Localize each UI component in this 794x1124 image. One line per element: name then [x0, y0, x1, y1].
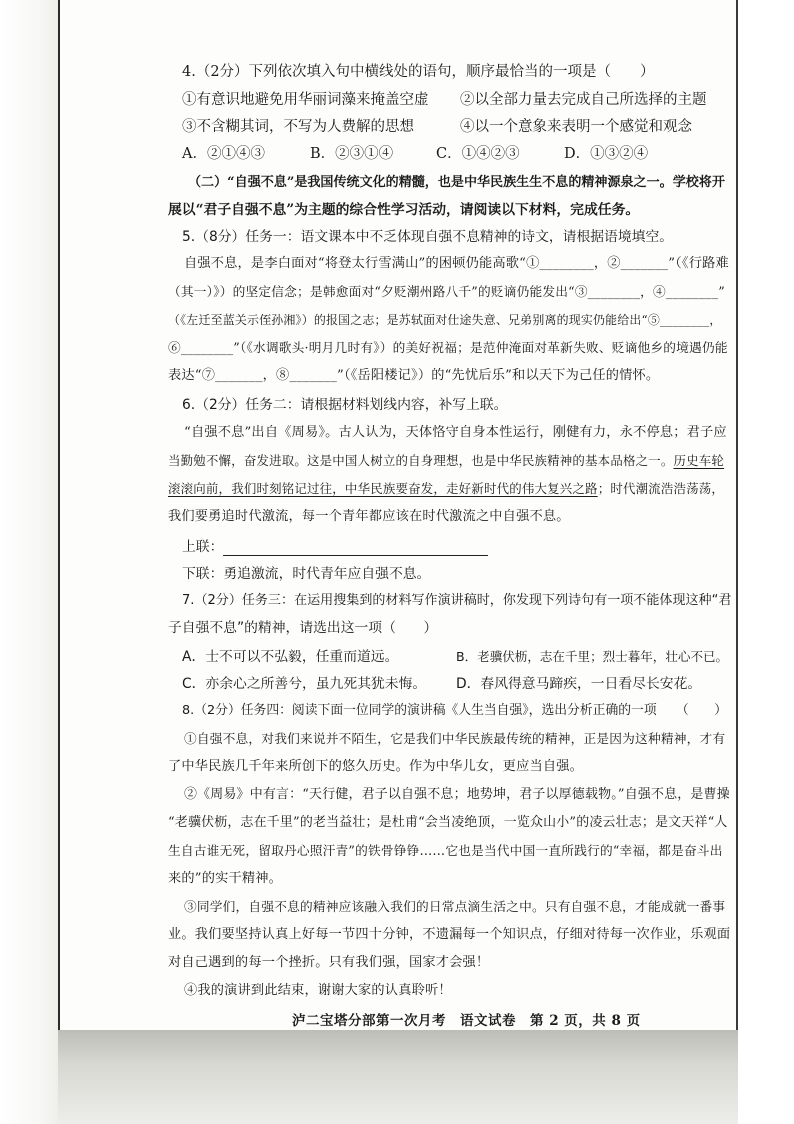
q4-option-c[interactable]: C．①④②③: [436, 146, 520, 162]
q6-material-line1: “自强不息”出自《周易》。古人认为，天体恪守自身本性运行，刚健有力，永不停息；君子应: [184, 425, 727, 440]
section2-intro-line1: （二）“自强不息”是我国传统文化的精髓，也是中华民族生生不息的精神源泉之一。学校将开: [188, 175, 725, 190]
q4-stem: 4.（2分）下列依次填入句中横线处的语句，顺序最恰当的一项是（ ）: [182, 64, 655, 80]
q6-lower-couplet: 下联：勇追激流，时代青年应自强不息。: [182, 566, 431, 582]
q5-text-line4: ⑥________”（《水调歌头·明月几时有》）的美好祝福；是范仲淹面对革新失败、贬谪他乡的境遇仍能: [168, 340, 728, 355]
q8-para3-line3: 对自己遇到的每一个挫折。只有我们强，国家才会强！: [168, 955, 490, 970]
scan-bottom-shadow: [58, 1030, 738, 1124]
q4-item-4: ④以一个意象来表明一个感觉和观念: [460, 119, 692, 135]
q6-material-line3-text: ；时代潮流浩浩荡荡，: [597, 481, 725, 496]
q8-para1-line1: ①自强不息，对我们来说并不陌生，它是我们中华民族最传统的精神，正是因为这种精神，才有: [184, 731, 726, 746]
q6-upper-couplet: [182, 538, 488, 556]
q8-para2-line2: “老骥伏枥，志在千里”的老当益壮；是杜甫“会当凌绝顶，一览众山小”的凌云壮志；是文天祥“人: [168, 815, 728, 830]
q5-stem: 5.（8分）任务一：语文课本中不乏体现自强不息精神的诗文，请根据语境填空。: [182, 229, 674, 245]
scan-left-margin: [0, 0, 58, 1124]
q7-option-a[interactable]: A．士不可以不弘毅，任重而道远。: [182, 649, 399, 665]
q4-option-a[interactable]: A．②①④③: [182, 146, 265, 162]
q4-option-d[interactable]: D．①③②④: [564, 146, 649, 162]
q5-text-line5: 表达“⑦_______，⑧_______”（《岳阳楼记》）的“先忧后乐”和以天下为己任的情怀。: [168, 368, 660, 383]
q8-para2-line1: ②《周易》中有言：“天行健，君子以自强不息；地势坤，君子以厚德载物。”自强不息，是曹操: [184, 787, 730, 802]
q7-option-b[interactable]: B．老骥伏枥，志在千里；烈士暮年，壮心不已。: [456, 649, 729, 664]
q6-stem: 6.（2分）任务二：请根据材料划线内容，补写上联。: [182, 397, 508, 413]
q7-stem-line1: 7.（2分）任务三：在运用搜集到的材料写作演讲稿时，你发现下列诗句有一项不能体现这种“君: [182, 593, 732, 608]
q5-text-line2: （其一）》）的坚定信念；是韩愈面对“夕贬潮州路八千”的贬谪仍能发出“③________，④________”: [168, 284, 725, 299]
q8-para4-line1: ④我的演讲到此结束，谢谢大家的认真聆听！: [184, 983, 452, 998]
q8-stem: 8.（2分）任务四：阅读下面一位同学的演讲稿《人生当自强》，选出分析正确的一项 （ ）: [182, 703, 728, 718]
q8-para2-line3: 生自古谁无死，留取丹心照汗青”的铁骨铮铮……它也是当代中国一直所践行的“幸福，都是奋斗出: [168, 843, 723, 858]
q8-para3-line1: ③同学们，自强不息的精神应该融入我们的日常点滴生活之中。只有自强不息，才能成就一番事: [184, 899, 726, 914]
q7-option-d[interactable]: D．春风得意马蹄疾，一日看尽长安花。: [456, 676, 702, 692]
scan-right-margin: [738, 0, 794, 1124]
q7-stem-line2: 子自强不息”的精神，请选出这一项（ ）: [168, 620, 438, 636]
q7-option-c[interactable]: C．亦余心之所善兮，虽九死其犹未悔。: [182, 676, 427, 692]
q4-item-3: ③不含糊其词，不写为人费解的思想: [182, 119, 414, 135]
q6-material-line3: [168, 480, 724, 498]
q8-para1-line2: 了中华民族几千年来所创下的悠久历史。作为中华儿女，更应当自强。: [168, 759, 584, 774]
section2-intro-line2: 展以“君子自强不息”为主题的综合性学习活动，请阅读以下材料，完成任务。: [168, 202, 640, 218]
q6-upper-answer-field[interactable]: [223, 541, 488, 556]
q6-underlined-end: 滚滚向前，我们时刻铭记过往，中华民族要奋发，走好新时代的伟大复兴之路: [168, 481, 598, 496]
q8-para2-line4: 来的”的实干精神。: [168, 871, 283, 886]
page-footer: 泸二宝塔分部第一次月考 语文试卷 第 2 页，共 8 页: [292, 1013, 641, 1029]
q4-option-b[interactable]: B．②③①④: [310, 146, 394, 162]
q5-text-line3: （《左迁至蓝关示侄孙湘》）的报国之志；是苏轼面对仕途失意、兄弟别离的现实仍能给出“⑤________，: [168, 313, 722, 327]
q4-item-1: ①有意识地避免用华丽词藻来掩盖空虚: [182, 92, 429, 108]
q8-para3-line2: 业。我们要坚持认真上好每一节四十分钟，不遗漏每一个知识点，仔细对待每一次作业，乐观面: [168, 927, 731, 942]
exam-page: [60, 0, 736, 1030]
q6-upper-label: 上联：: [182, 539, 224, 555]
q6-material-line2-text: 当勤勉不懈，奋发进取。这是中国人树立的自身理想，也是中华民族精神的基本品格之一。: [168, 453, 674, 468]
q6-underlined-start: 历史车轮: [673, 453, 725, 468]
q4-item-2: ②以全部力量去完成自己所选择的主题: [460, 92, 707, 108]
q5-text-line1: 自强不息，是李白面对“将登太行雪满山”的困顿仍能高歌“①________，②_______”（《行路难: [184, 256, 729, 271]
q6-material-line2: [168, 452, 724, 470]
q6-material-line4: 我们要勇追时代激流，每一个青年都应该在时代激流之中自强不息。: [168, 509, 570, 524]
